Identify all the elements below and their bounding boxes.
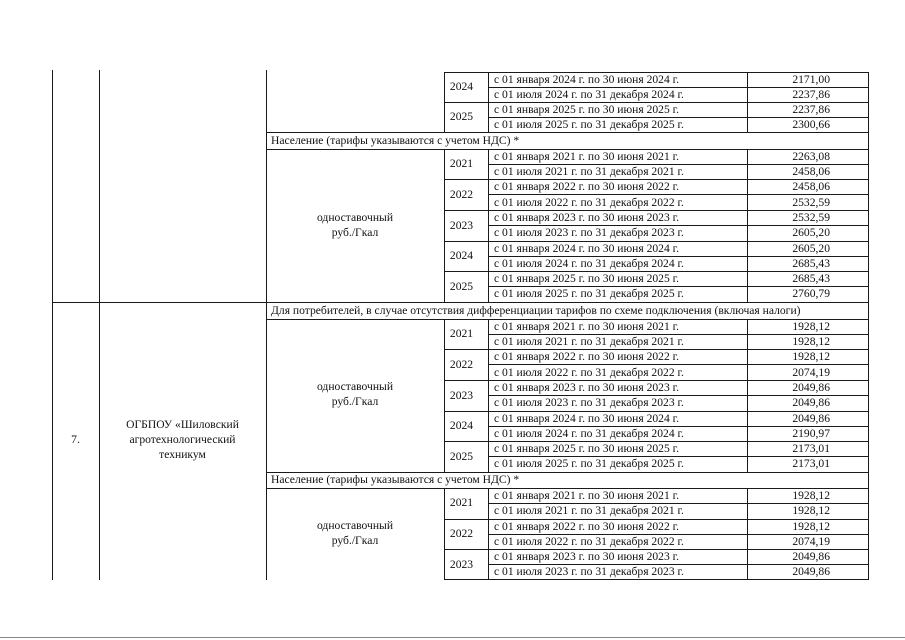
page-bottom-edge — [0, 637, 905, 638]
organization-name: ОГБПОУ «Шиловский — [126, 418, 239, 431]
section-header: Для потребителей, в случае отсутствия дифференциации тарифов по схеме подключения (включая налоги) — [271, 304, 801, 317]
period-cell: с 01 июля 2023 г. по 31 декабря 2023 г. — [494, 396, 684, 409]
tariff-value: 2532,59 — [792, 211, 830, 224]
unit-label: одноставочный — [316, 519, 394, 532]
tariff-value: 2263,08 — [792, 150, 830, 163]
tariff-value: 2049,86 — [792, 396, 830, 409]
year-cell: 2021 — [449, 157, 474, 170]
period-cell: с 01 января 2024 г. по 30 июня 2024 г. — [494, 242, 680, 255]
period-cell: с 01 января 2025 г. по 30 июня 2025 г. — [494, 442, 680, 455]
period-cell: с 01 июля 2021 г. по 31 декабря 2021 г. — [494, 165, 684, 178]
year-cell: 2023 — [449, 219, 474, 232]
period-cell: с 01 января 2021 г. по 30 июня 2021 г. — [494, 489, 680, 502]
org-column-divider — [266, 70, 267, 580]
tariff-value: 2049,86 — [792, 550, 830, 563]
period-cell: с 01 июля 2024 г. по 31 декабря 2024 г. — [494, 257, 684, 270]
year-cell: 2024 — [449, 419, 474, 432]
period-cell: с 01 января 2024 г. по 30 июня 2024 г. — [494, 73, 680, 86]
period-cell: с 01 января 2024 г. по 30 июня 2024 г. — [494, 412, 680, 425]
tariff-value: 2532,59 — [792, 196, 830, 209]
period-cell: с 01 января 2021 г. по 30 июня 2021 г. — [494, 320, 680, 333]
tariff-value: 2049,86 — [792, 381, 830, 394]
tariff-value: 2171,00 — [792, 73, 830, 86]
organization-name: техникум — [159, 448, 206, 461]
period-cell: с 01 января 2023 г. по 30 июня 2023 г. — [494, 550, 680, 563]
tariff-value: 1928,12 — [792, 489, 830, 502]
year-cell: 2023 — [449, 389, 474, 402]
tariff-value: 2605,20 — [792, 242, 830, 255]
period-cell: с 01 июля 2024 г. по 31 декабря 2024 г. — [494, 88, 684, 101]
period-cell: с 01 января 2022 г. по 30 июня 2022 г. — [494, 520, 680, 533]
row-line — [266, 132, 869, 133]
tariff-value: 2605,20 — [792, 226, 830, 239]
tariff-value: 2074,19 — [792, 535, 830, 548]
year-cell: 2022 — [449, 188, 474, 201]
period-cell: с 01 января 2025 г. по 30 июня 2025 г. — [494, 272, 680, 285]
section-header: Население (тарифы указываются с учетом НДС) * — [271, 134, 520, 147]
unit-label: руб./Гкал — [331, 226, 379, 239]
period-cell: с 01 июля 2022 г. по 31 декабря 2022 г. — [494, 196, 684, 209]
tariff-value: 2760,79 — [792, 287, 830, 300]
period-cell: с 01 июля 2022 г. по 31 декабря 2022 г. — [494, 535, 684, 548]
year-cell: 2023 — [449, 558, 474, 571]
organization-name: агротехнологический — [129, 433, 236, 446]
tariff-value: 2237,86 — [792, 88, 830, 101]
tariff-value: 2049,86 — [792, 565, 830, 578]
tariff-value: 2458,06 — [792, 165, 830, 178]
period-cell: с 01 июля 2021 г. по 31 декабря 2021 г. — [494, 504, 684, 517]
tariff-value: 2074,19 — [792, 366, 830, 379]
tariff-value: 2685,43 — [792, 272, 830, 285]
tariff-value: 1928,12 — [792, 504, 830, 517]
year-cell: 2022 — [449, 527, 474, 540]
period-cell: с 01 января 2022 г. по 30 июня 2022 г. — [494, 350, 680, 363]
tariff-value: 2237,86 — [792, 103, 830, 116]
period-cell: с 01 июля 2025 г. по 31 декабря 2025 г. — [494, 118, 684, 131]
tariff-value: 2049,86 — [792, 412, 830, 425]
entry-separator — [52, 302, 869, 303]
section-header: Население (тарифы указываются с учетом НДС) * — [271, 473, 520, 486]
year-cell: 2021 — [449, 496, 474, 509]
year-cell: 2021 — [449, 327, 474, 340]
row-line — [488, 364, 869, 365]
tariff-value: 2685,43 — [792, 257, 830, 270]
table-border-left — [52, 70, 53, 580]
tariff-value: 2173,01 — [792, 442, 830, 455]
period-cell: с 01 июля 2025 г. по 31 декабря 2025 г. — [494, 287, 684, 300]
row-line — [444, 579, 869, 580]
entry-number: 7. — [71, 433, 80, 446]
period-cell: с 01 июля 2023 г. по 31 декабря 2023 г. — [494, 565, 684, 578]
year-cell: 2024 — [449, 80, 474, 93]
period-cell: с 01 января 2022 г. по 30 июня 2022 г. — [494, 180, 680, 193]
period-cell: с 01 июля 2023 г. по 31 декабря 2023 г. — [494, 226, 684, 239]
tariff-value: 1928,12 — [792, 520, 830, 533]
period-cell: с 01 января 2025 г. по 30 июня 2025 г. — [494, 103, 680, 116]
year-cell: 2025 — [449, 280, 474, 293]
tariff-value: 1928,12 — [792, 320, 830, 333]
period-cell: с 01 июля 2024 г. по 31 декабря 2024 г. — [494, 427, 684, 440]
period-cell: с 01 июля 2022 г. по 31 декабря 2022 г. — [494, 366, 684, 379]
year-cell: 2024 — [449, 249, 474, 262]
unit-label: руб./Гкал — [331, 534, 379, 547]
unit-label: одноставочный — [316, 211, 394, 224]
tariff-value: 2173,01 — [792, 457, 830, 470]
row-line — [488, 194, 869, 195]
year-cell: 2022 — [449, 358, 474, 371]
tariff-value: 2190,97 — [792, 427, 830, 440]
tariff-value: 1928,12 — [792, 335, 830, 348]
period-cell: с 01 января 2023 г. по 30 июня 2023 г. — [494, 381, 680, 394]
period-cell: с 01 января 2021 г. по 30 июня 2021 г. — [494, 150, 680, 163]
period-cell: с 01 июля 2025 г. по 31 декабря 2025 г. — [494, 457, 684, 470]
tariff-value: 1928,12 — [792, 350, 830, 363]
unit-label: одноставочный — [316, 380, 394, 393]
period-cell: с 01 января 2023 г. по 30 июня 2023 г. — [494, 211, 680, 224]
number-column-divider — [99, 70, 100, 580]
period-cell: с 01 июля 2021 г. по 31 декабря 2021 г. — [494, 335, 684, 348]
tariff-value: 2458,06 — [792, 180, 830, 193]
tariff-value: 2300,66 — [792, 118, 830, 131]
year-cell: 2025 — [449, 450, 474, 463]
unit-label: руб./Гкал — [331, 395, 379, 408]
year-cell: 2025 — [449, 110, 474, 123]
